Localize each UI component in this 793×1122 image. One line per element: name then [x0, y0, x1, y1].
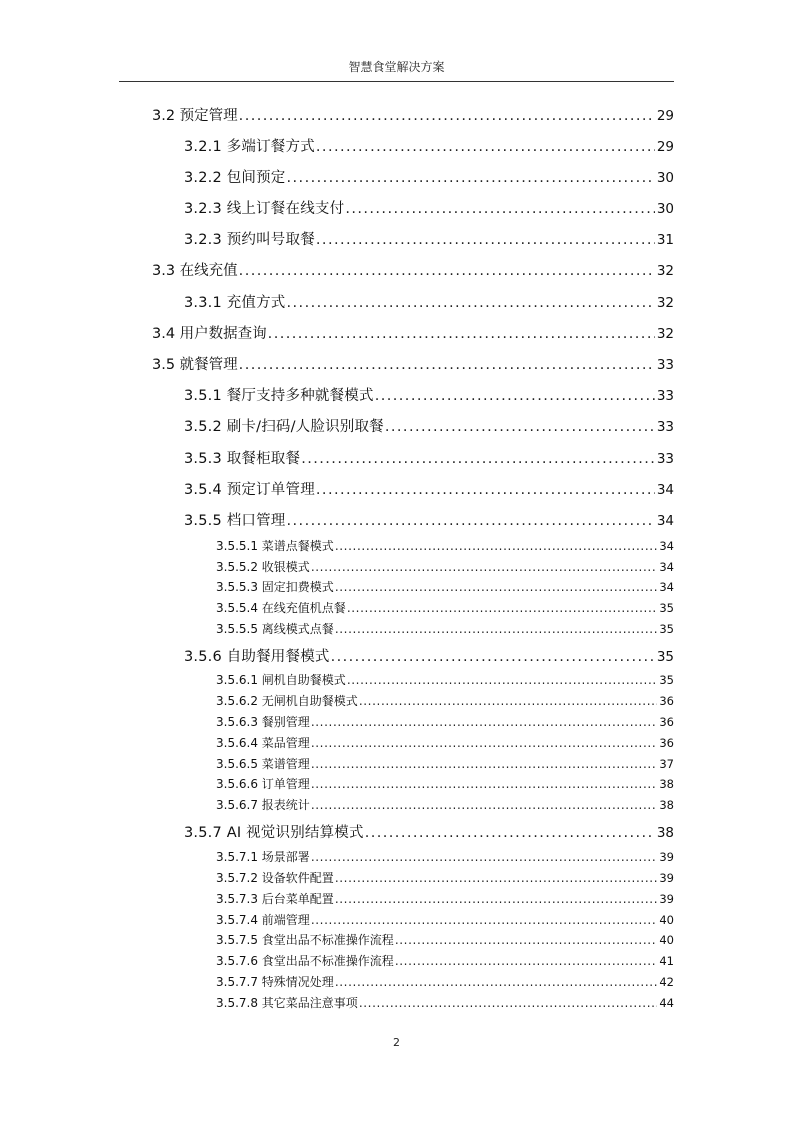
toc-entry[interactable]	[152, 259, 674, 280]
toc-dot-leader	[347, 673, 658, 687]
page-header-title: 智慧食堂解决方案	[348, 60, 445, 74]
toc-entry-title: 3.5.7.6 食堂出品不标准操作流程	[216, 954, 394, 968]
toc-entry[interactable]	[216, 692, 674, 709]
toc-entry-page: 41	[659, 954, 674, 968]
toc-entry-page: 30	[656, 201, 674, 217]
toc-dot-leader	[335, 975, 658, 989]
toc-entry-page: 32	[656, 326, 674, 342]
toc-entry-title: 3.4 用户数据查询	[152, 326, 267, 342]
toc-dot-leader	[301, 451, 655, 467]
toc-entry-page: 39	[659, 850, 674, 864]
toc-entry[interactable]	[216, 620, 674, 637]
toc-entry-title: 3.5.7.4 前端管理	[216, 913, 310, 927]
toc-entry-page: 35	[659, 622, 674, 636]
toc-entry-page: 40	[659, 913, 674, 927]
toc-entry-title: 3.5.6.6 订单管理	[216, 777, 310, 791]
toc-entry[interactable]	[184, 415, 674, 436]
toc-entry-title: 3.3.1 充值方式	[184, 295, 286, 311]
toc-dot-leader	[316, 232, 655, 248]
toc-dot-leader	[345, 201, 655, 217]
toc-entry[interactable]	[152, 104, 674, 125]
toc-entry-title: 3.5.3 取餐柜取餐	[184, 451, 301, 467]
toc-dot-leader	[395, 954, 658, 968]
toc-entry[interactable]	[216, 775, 674, 792]
toc-entry[interactable]	[216, 994, 674, 1011]
toc-dot-leader	[311, 798, 658, 812]
toc-entry-title: 3.5.6.2 无闸机自助餐模式	[216, 694, 358, 708]
toc-entry[interactable]	[216, 848, 674, 865]
toc-dot-leader	[311, 777, 658, 791]
toc-entry-page: 35	[659, 601, 674, 615]
toc-entry[interactable]	[216, 911, 674, 928]
toc-entry[interactable]	[184, 135, 674, 156]
toc-entry-title: 3.5.7.5 食堂出品不标准操作流程	[216, 933, 394, 947]
toc-dot-leader	[287, 513, 655, 529]
toc-entry[interactable]	[216, 734, 674, 751]
toc-entry[interactable]	[216, 931, 674, 948]
toc-entry[interactable]	[216, 537, 674, 554]
toc-dot-leader	[347, 601, 658, 615]
toc-entry[interactable]	[184, 509, 674, 530]
toc-entry-title: 3.2.2 包间预定	[184, 170, 286, 186]
toc-entry-page: 34	[656, 513, 674, 529]
toc-entry-title: 3.5.6.4 菜品管理	[216, 736, 310, 750]
toc-entry-page: 44	[659, 996, 674, 1010]
toc-dot-leader	[375, 388, 655, 404]
toc-entry[interactable]	[216, 671, 674, 688]
toc-entry-page: 40	[659, 933, 674, 947]
toc-dot-leader	[395, 933, 658, 947]
toc-dot-leader	[335, 539, 658, 553]
toc-entry[interactable]	[216, 952, 674, 969]
toc-entry[interactable]	[216, 890, 674, 907]
toc-dot-leader	[335, 622, 658, 636]
toc-dot-leader	[311, 913, 658, 927]
toc-dot-leader	[239, 357, 655, 373]
toc-entry-page: 32	[656, 295, 674, 311]
toc-entry-page: 35	[659, 673, 674, 687]
toc-dot-leader	[239, 263, 655, 279]
toc-dot-leader	[385, 419, 655, 435]
toc-entry-page: 39	[659, 892, 674, 906]
toc-entry-title: 3.5.6.3 餐别管理	[216, 715, 310, 729]
toc-entry[interactable]	[184, 228, 674, 249]
toc-entry[interactable]	[216, 558, 674, 575]
toc-dot-leader	[311, 757, 658, 771]
toc-dot-leader	[335, 580, 658, 594]
toc-entry[interactable]	[152, 322, 674, 343]
toc-entry[interactable]	[184, 447, 674, 468]
toc-dot-leader	[335, 892, 658, 906]
toc-entry-page: 42	[659, 975, 674, 989]
toc-entry-page: 33	[656, 388, 674, 404]
toc-entry-page: 36	[659, 715, 674, 729]
toc-dot-leader	[311, 736, 658, 750]
toc-entry-page: 33	[656, 419, 674, 435]
toc-entry-title: 3.5.5.1 菜谱点餐模式	[216, 539, 334, 553]
toc-entry-title: 3.5.2 刷卡/扫码/人脸识别取餐	[184, 419, 384, 435]
toc-entry-title: 3.5.7.8 其它菜品注意事项	[216, 996, 358, 1010]
toc-entry-title: 3.5.5 档口管理	[184, 513, 286, 529]
toc-entry-title: 3.5.1 餐厅支持多种就餐模式	[184, 388, 374, 404]
toc-entry-title: 3.5.7 AI 视觉识别结算模式	[184, 825, 364, 841]
toc-entry-page: 31	[656, 232, 674, 248]
toc-entry-page: 30	[656, 170, 674, 186]
toc-entry-title: 3.3 在线充值	[152, 263, 238, 279]
toc-entry-page: 29	[656, 139, 674, 155]
toc-dot-leader	[359, 694, 658, 708]
toc-entry-title: 3.5.7.3 后台菜单配置	[216, 892, 334, 906]
toc-dot-leader	[365, 825, 655, 841]
toc-entry-title: 3.5.7.7 特殊情况处理	[216, 975, 334, 989]
toc-entry-page: 38	[656, 825, 674, 841]
toc-dot-leader	[268, 326, 655, 342]
toc-entry-title: 3.5.5.2 收银模式	[216, 560, 310, 574]
toc-entry-title: 3.2.3 线上订餐在线支付	[184, 201, 345, 217]
toc-dot-leader	[331, 649, 655, 665]
toc-entry-title: 3.5.6.7 报表统计	[216, 798, 310, 812]
toc-dot-leader	[311, 560, 658, 574]
toc-entry[interactable]	[184, 166, 674, 187]
toc-entry[interactable]	[184, 645, 674, 666]
toc-entry[interactable]	[216, 755, 674, 772]
toc-entry[interactable]	[216, 973, 674, 990]
toc-entry-page: 32	[656, 263, 674, 279]
toc-entry-title: 3.5.5.4 在线充值机点餐	[216, 601, 346, 615]
toc-dot-leader	[287, 170, 655, 186]
toc-entry-page: 34	[656, 482, 674, 498]
toc-entry[interactable]	[184, 291, 674, 312]
toc-entry[interactable]	[216, 796, 674, 813]
toc-entry-page: 29	[656, 108, 674, 124]
toc-dot-leader	[359, 996, 658, 1010]
toc-entry-title: 3.5.5.5 离线模式点餐	[216, 622, 334, 636]
toc-entry[interactable]	[216, 713, 674, 730]
toc-entry-page: 36	[659, 694, 674, 708]
toc-entry-page: 34	[659, 539, 674, 553]
toc-entry[interactable]	[216, 578, 674, 595]
toc-dot-leader	[335, 871, 658, 885]
toc-entry-page: 34	[659, 580, 674, 594]
toc-entry-title: 3.5.6 自助餐用餐模式	[184, 649, 330, 665]
toc-entry-page: 33	[656, 451, 674, 467]
toc-entry-title: 3.2.1 多端订餐方式	[184, 139, 315, 155]
toc-entry-title: 3.5.7.2 设备软件配置	[216, 871, 334, 885]
toc-entry-page: 35	[656, 649, 674, 665]
toc-entry-title: 3.2.3 预约叫号取餐	[184, 232, 315, 248]
toc-entry-title: 3.5.6.1 闸机自助餐模式	[216, 673, 346, 687]
toc-entry[interactable]	[184, 478, 674, 499]
toc-entry-page: 38	[659, 798, 674, 812]
toc-entry-page: 39	[659, 871, 674, 885]
toc-entry[interactable]	[152, 353, 674, 374]
toc-entry-title: 3.2 预定管理	[152, 108, 238, 124]
toc-entry-title: 3.5.7.1 场景部署	[216, 850, 310, 864]
toc-entry[interactable]	[216, 869, 674, 886]
page-number: 2	[393, 1036, 400, 1049]
toc-entry-page: 38	[659, 777, 674, 791]
toc-entry-title: 3.5.6.5 菜谱管理	[216, 757, 310, 771]
toc-dot-leader	[311, 850, 658, 864]
toc-entry[interactable]	[184, 384, 674, 405]
toc-entry-page: 37	[659, 757, 674, 771]
toc-entry-page: 33	[656, 357, 674, 373]
toc-dot-leader	[311, 715, 658, 729]
toc-entry[interactable]	[216, 599, 674, 616]
toc-entry[interactable]	[184, 197, 674, 218]
toc-entry[interactable]	[184, 821, 674, 842]
toc-entry-page: 34	[659, 560, 674, 574]
toc-dot-leader	[239, 108, 655, 124]
toc-dot-leader	[316, 482, 655, 498]
toc-entry-title: 3.5.4 预定订单管理	[184, 482, 315, 498]
toc-entry-title: 3.5 就餐管理	[152, 357, 238, 373]
toc-entry-title: 3.5.5.3 固定扣费模式	[216, 580, 334, 594]
toc-dot-leader	[287, 295, 655, 311]
toc-dot-leader	[316, 139, 655, 155]
toc-entry-page: 36	[659, 736, 674, 750]
